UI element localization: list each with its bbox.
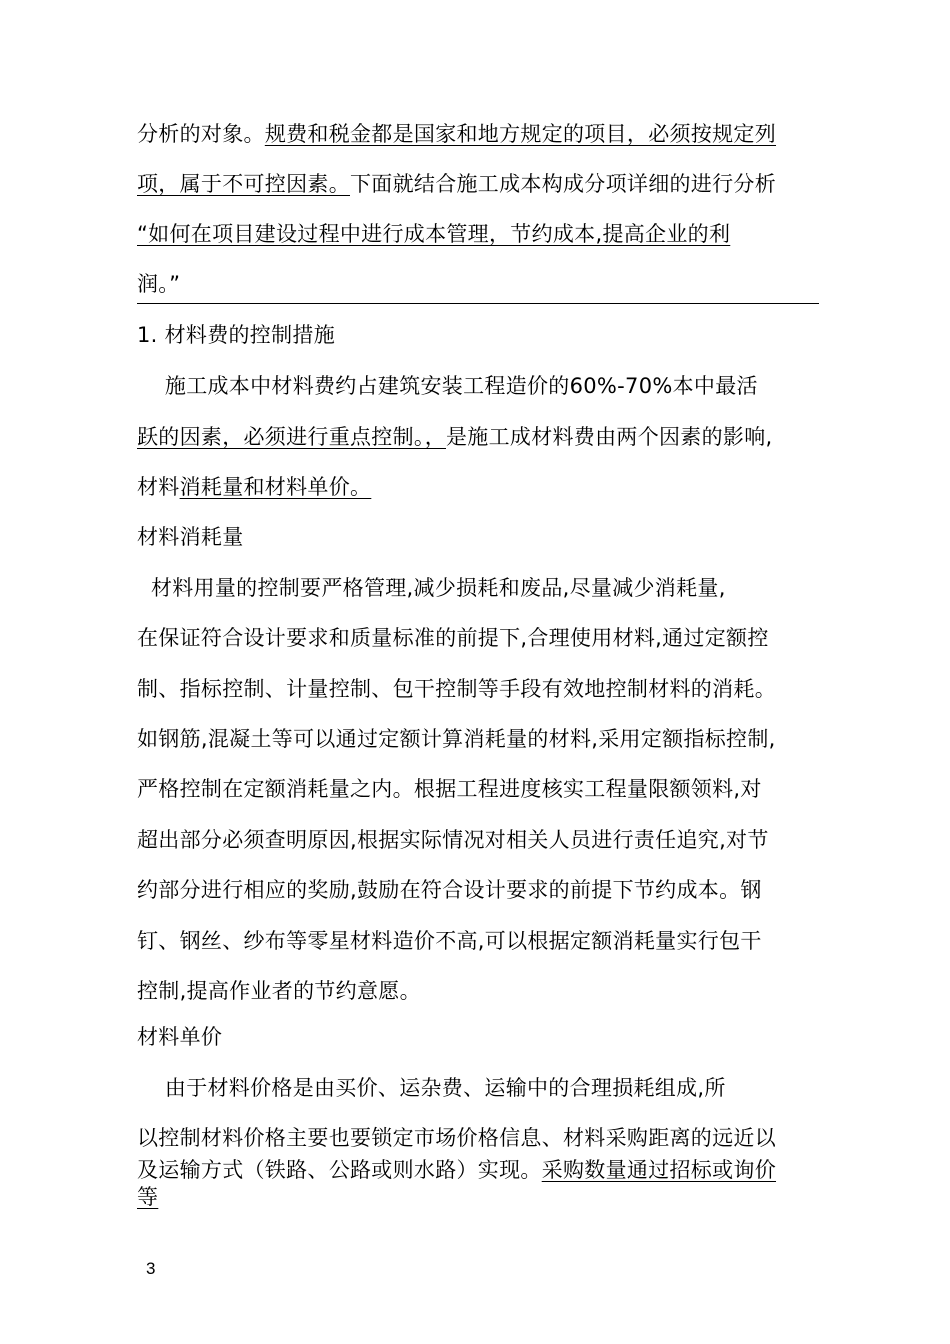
paragraph-line: [137, 170, 776, 198]
underlined-text: 规费和税金都是国家和地方规定的项目，必须按规定列: [264, 122, 777, 146]
paragraph-line: 控制,提高作业者的节约意愿。: [137, 979, 421, 1003]
text-run: 及运输方式（铁路、公路或则水路）实现。: [137, 1158, 542, 1182]
underlined-text: 消耗量和材料单价。: [179, 475, 372, 499]
paragraph-line: [137, 473, 371, 501]
text-run: 下面就结合施工成本构成分项详细的进行分析: [350, 172, 776, 196]
paragraph-line: [137, 120, 776, 148]
paragraph-line: [137, 1183, 158, 1211]
paragraph-line: [137, 220, 730, 248]
paragraph-line: 约部分进行相应的奖励,鼓励在符合设计要求的前提下节约成本。钢: [137, 878, 762, 902]
paragraph-line: 如钢筋,混凝土等可以通过定额计算消耗量的材料,采用定额指标控制,: [137, 727, 776, 751]
paragraph-line: 超出部分必须查明原因,根据实际情况对相关人员进行责任追究,对节: [137, 828, 769, 852]
paragraph-line: 钉、钢丝、纱布等零星材料造价不高,可以根据定额消耗量实行包干: [137, 929, 762, 953]
underlined-text: “如何在项目建设过程中进行成本管理，节约成本,提高企业的利: [137, 222, 731, 246]
section-heading: 1. 材料费的控制措施: [137, 323, 336, 347]
subsection-heading: 材料消耗量: [137, 525, 244, 549]
page-number: 3: [146, 1259, 156, 1278]
text-run: 是施工成材料费由两个因素的影响,: [446, 425, 773, 449]
text-run: 润。”: [137, 272, 181, 296]
underlined-text: 项，属于不可控因素。: [137, 172, 350, 196]
underlined-text: 等: [137, 1185, 159, 1209]
horizontal-rule: [137, 303, 819, 304]
paragraph-line: 以控制材料价格主要也要锁定市场价格信息、材料采购距离的远近以: [137, 1126, 776, 1150]
underlined-text: 采购数量通过招标或询价: [541, 1158, 777, 1182]
underlined-text: 跃的因素，必须进行重点控制。，: [137, 425, 446, 449]
paragraph-line: [137, 423, 772, 451]
text-run: 分析的对象。: [137, 122, 265, 146]
paragraph-line: 材料用量的控制要严格管理,减少损耗和废品,尽量减少消耗量,: [137, 576, 726, 600]
paragraph-line: [137, 1156, 776, 1184]
paragraph-line: [137, 372, 758, 400]
paragraph-line: [137, 270, 180, 298]
paragraph-line: 由于材料价格是由买价、运杂费、运输中的合理损耗组成,所: [137, 1076, 726, 1100]
subsection-heading: 材料单价: [137, 1025, 223, 1049]
paragraph-line: 在保证符合设计要求和质量标准的前提下,合理使用材料,通过定额控: [137, 626, 769, 650]
paragraph-line: 严格控制在定额消耗量之内。根据工程进度核实工程量限额领料,对: [137, 777, 762, 801]
text-run: 材料: [137, 475, 180, 499]
text-run: 施工成本中材料费约占建筑安装工程造价的60%-70%本中最活: [137, 374, 758, 398]
paragraph-line: 制、指标控制、计量控制、包干控制等手段有效地控制材料的消耗。: [137, 677, 776, 701]
